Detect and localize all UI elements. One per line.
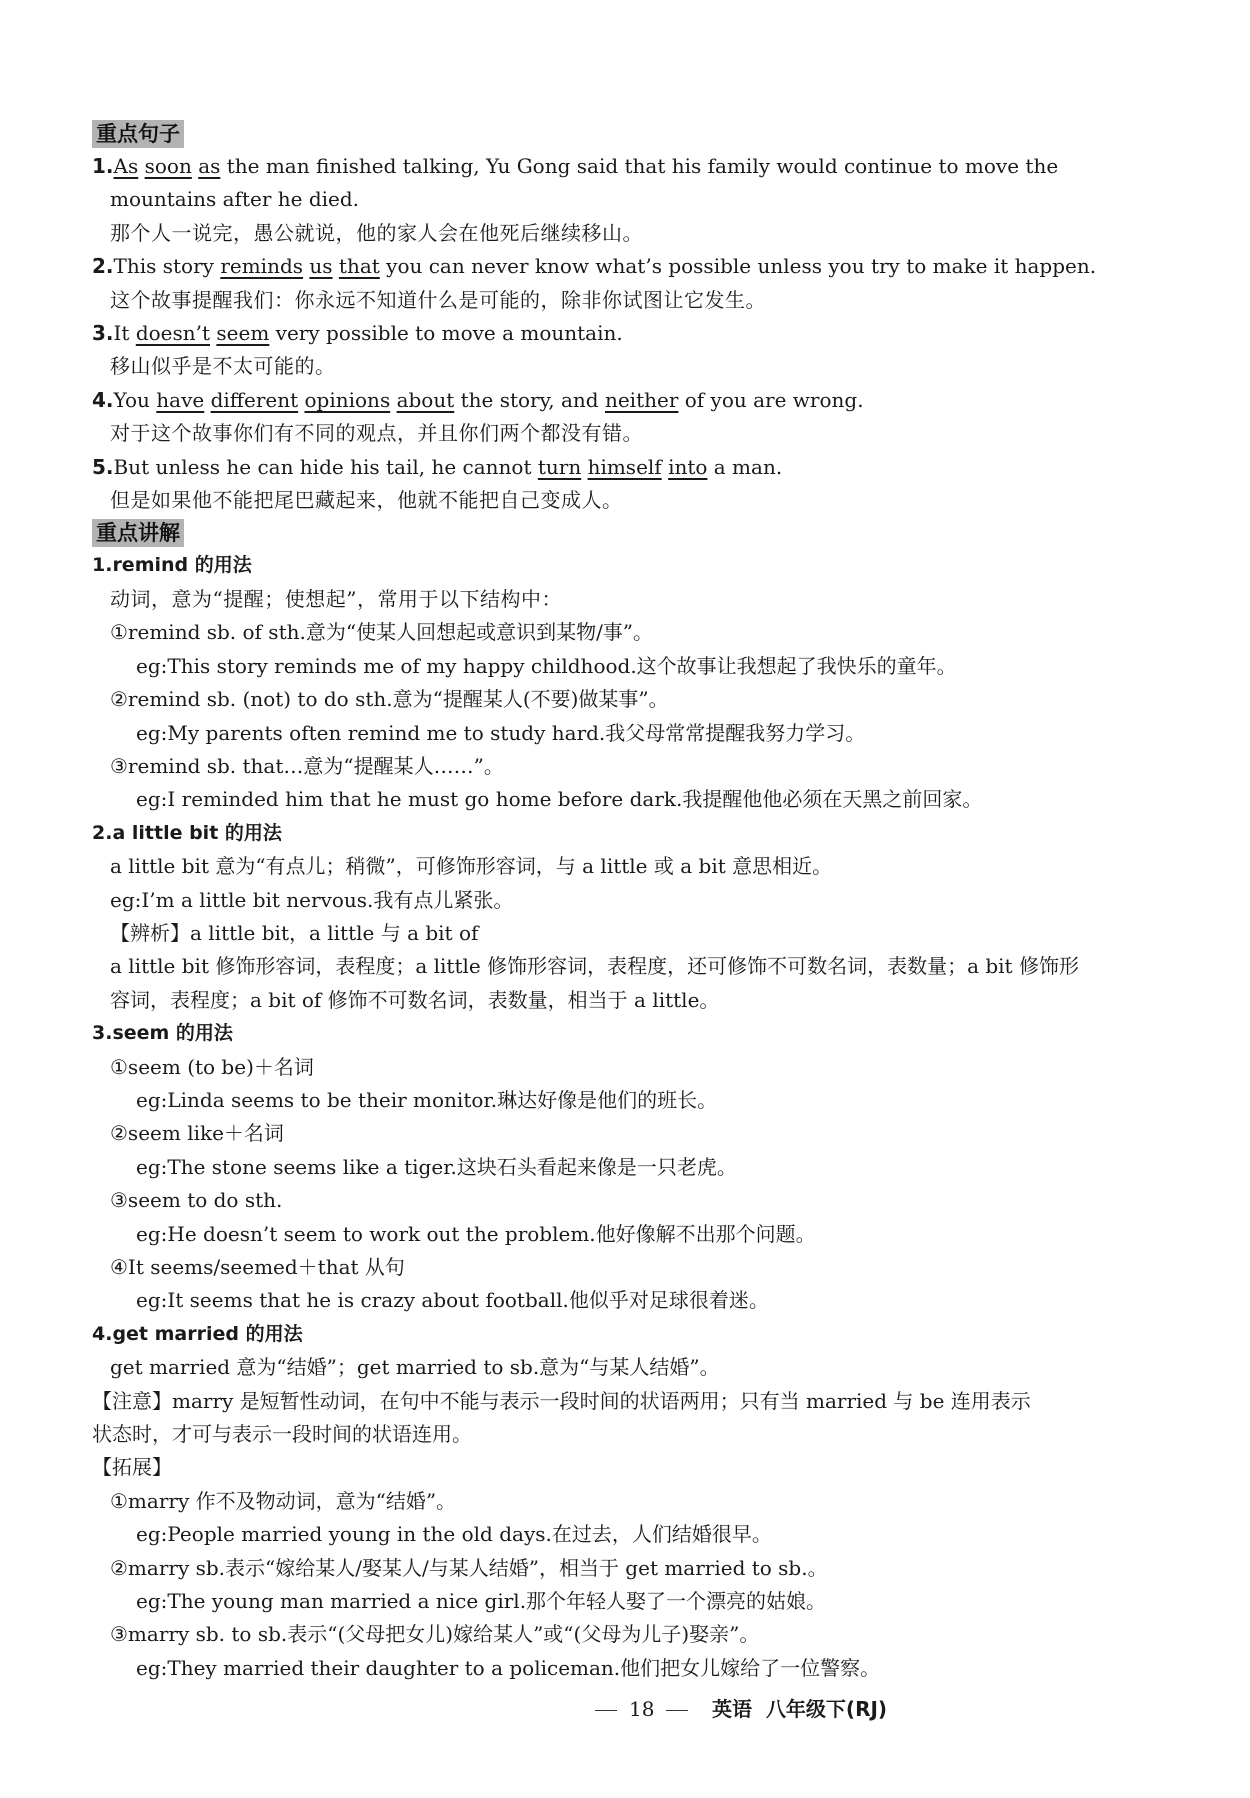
note-text: 【注意】marry 是短暂性动词，在句中不能与表示一段时间的状语两用；只有当 married 与 be 连用表示 — [92, 1388, 1031, 1413]
underlined-keyword: about — [396, 387, 455, 412]
sentence-text: of you are wrong. — [678, 387, 864, 412]
point-item: ①seem (to be)＋名词 — [110, 1054, 314, 1079]
analysis-label: 【辨析】 — [110, 920, 190, 945]
point-item: ②remind sb. (not) to do sth.意为“提醒某人(不要)做某事”。 — [110, 687, 669, 712]
example-sentence: eg:My parents often remind me to study hard.我父母常常提醒我努力学习。 — [136, 720, 866, 745]
underlined-keyword: seem — [216, 321, 270, 346]
point-title: 3.seem 的用法 — [92, 1022, 233, 1045]
sentence-english — [92, 317, 1172, 350]
example-sentence: eg:He doesn’t seem to work out the problem.他好像解不出那个问题。 — [136, 1221, 816, 1246]
underlined-keyword: into — [668, 454, 708, 479]
section-tag-key-sentences: 重点句子 — [92, 120, 184, 148]
underlined-keyword: reminds — [220, 254, 304, 279]
example-sentence: eg:It seems that he is crazy about football.他似乎对足球很着迷。 — [136, 1288, 769, 1313]
sentence-chinese: 对于这个故事你们有不同的观点，并且你们两个都没有错。 — [110, 421, 643, 446]
sentence-number: 4. — [92, 387, 114, 412]
sentence-chinese: 那个人一说完，愚公就说，他的家人会在他死后继续移山。 — [110, 220, 643, 245]
point-item: ①marry 作不及物动词，意为“结婚”。 — [110, 1488, 457, 1513]
subject-grade — [712, 1694, 887, 1724]
point-item: ①remind sb. of sth.意为“使某人回想起或意识到某物/事”。 — [110, 620, 654, 645]
point-title: 1.remind 的用法 — [92, 554, 252, 577]
sentence-english — [92, 384, 1172, 417]
underlined-keyword: have — [156, 387, 205, 412]
sentence-text: very possible to move a mountain. — [269, 321, 623, 346]
page-number-block — [583, 1694, 700, 1724]
sentence-text: This story — [113, 254, 221, 279]
underlined-keyword: turn — [537, 454, 582, 479]
sentence-english — [92, 451, 1172, 484]
point-title: 4.get married 的用法 — [92, 1322, 303, 1345]
point-item: ②seem like＋名词 — [110, 1121, 284, 1146]
sentence-text: the man finished talking, Yu Gong said that his family would continue to move the — [220, 154, 1059, 178]
point-title: 2.a little bit 的用法 — [92, 821, 282, 844]
page-number: 18 — [629, 1697, 655, 1721]
sentence-text: You — [113, 387, 157, 412]
sentence-english — [92, 250, 1172, 283]
example-sentence: eg:They married their daughter to a policeman.他们把女儿嫁给了一位警察。 — [136, 1655, 881, 1680]
sentence-number: 2. — [92, 254, 114, 279]
underlined-keyword: soon — [144, 154, 192, 178]
sentence-chinese: 这个故事提醒我们：你永远不知道什么是可能的，除非你试图让它发生。 — [110, 287, 766, 312]
sentence-number: 1. — [92, 154, 114, 178]
sentence-text: a man. — [707, 454, 783, 479]
example-sentence: eg:This story reminds me of my happy childhood.这个故事让我想起了我快乐的童年。 — [136, 653, 957, 678]
page-content — [92, 118, 1172, 1685]
sentence-text: the story, and — [454, 387, 605, 412]
grade: 八年级下(RJ) — [765, 1697, 888, 1721]
sentence-english — [92, 150, 1172, 183]
analysis-text: a little bit 修饰形容词，表程度；a little 修饰形容词，表程度，还可修饰不可数名词，表数量；a bit 修饰形 — [110, 954, 1079, 979]
point-item: ③seem to do sth. — [110, 1188, 283, 1213]
section-tag-key-explanations: 重点讲解 — [92, 519, 184, 547]
note-text: 状态时，才可与表示一段时间的状语连用。 — [92, 1422, 472, 1447]
example-sentence: eg:People married young in the old days.在过去，人们结婚很早。 — [136, 1522, 772, 1547]
underlined-keyword: himself — [587, 454, 662, 479]
point-intro: get married 意为“结婚”；get married to sb.意为“与某人结婚”。 — [110, 1355, 720, 1380]
point-item: ③marry sb. to sb.表示“(父母把女儿)嫁给某人”或“(父母为儿子)娶亲”。 — [110, 1622, 760, 1647]
sentence-text: It — [113, 321, 136, 346]
sentence-number: 3. — [92, 321, 114, 346]
underlined-keyword: As — [113, 154, 139, 178]
underlined-keyword: as — [198, 154, 221, 178]
sentence-number: 5. — [92, 454, 114, 479]
underlined-keyword: different — [210, 387, 299, 412]
point-item: ③remind sb. that…意为“提醒某人……”。 — [110, 753, 504, 778]
analysis-text: 容词，表程度；a bit of 修饰不可数名词，表数量，相当于 a little。 — [110, 987, 720, 1012]
underlined-keyword: that — [338, 254, 380, 279]
point-intro: a little bit 意为“有点儿；稍微”，可修饰形容词，与 a little 或 a bit 意思相近。 — [110, 854, 833, 879]
example-sentence: eg:I reminded him that he must go home before dark.我提醒他他必须在天黑之前回家。 — [136, 787, 983, 812]
underlined-keyword: us — [309, 254, 333, 279]
example-sentence: eg:The young man married a nice girl.那个年轻人娶了一个漂亮的姑娘。 — [136, 1589, 827, 1614]
point-item: ④It seems/seemed＋that 从句 — [110, 1255, 405, 1279]
example-sentence: eg:Linda seems to be their monitor.琳达好像是他们的班长。 — [136, 1087, 718, 1112]
key-sentences-list — [92, 150, 1172, 517]
sentence-text: But unless he can hide his tail, he cannot — [113, 454, 538, 479]
analysis-title: a little bit，a little 与 a bit of — [190, 920, 479, 945]
sentence-chinese: 移山似乎是不太可能的。 — [110, 354, 336, 379]
extension-label: 【拓展】 — [92, 1455, 172, 1480]
underlined-keyword: doesn’t — [135, 321, 211, 346]
example-sentence: eg:I’m a little bit nervous.我有点儿紧张。 — [110, 887, 514, 912]
subject: 英语 — [712, 1697, 752, 1721]
sentence-text: you can never know what’s possible unless you try to make it happen. — [379, 254, 1097, 279]
sentence-chinese: 但是如果他不能把尾巴藏起来，他就不能把自己变成人。 — [110, 488, 623, 513]
point-intro: 动词，意为“提醒；使想起”，常用于以下结构中： — [110, 586, 562, 611]
example-sentence: eg:The stone seems like a tiger.这块石头看起来像是一只老虎。 — [136, 1154, 737, 1179]
underlined-keyword: opinions — [304, 387, 391, 412]
dash-right — [666, 1710, 688, 1711]
sentence-english-cont: mountains after he died. — [110, 187, 360, 212]
underlined-keyword: neither — [604, 387, 679, 412]
point-item: ②marry sb.表示“嫁给某人/娶某人/与某人结婚”，相当于 get married to sb.。 — [110, 1555, 828, 1580]
analysis-heading — [92, 917, 1172, 950]
dash-left — [595, 1710, 617, 1711]
